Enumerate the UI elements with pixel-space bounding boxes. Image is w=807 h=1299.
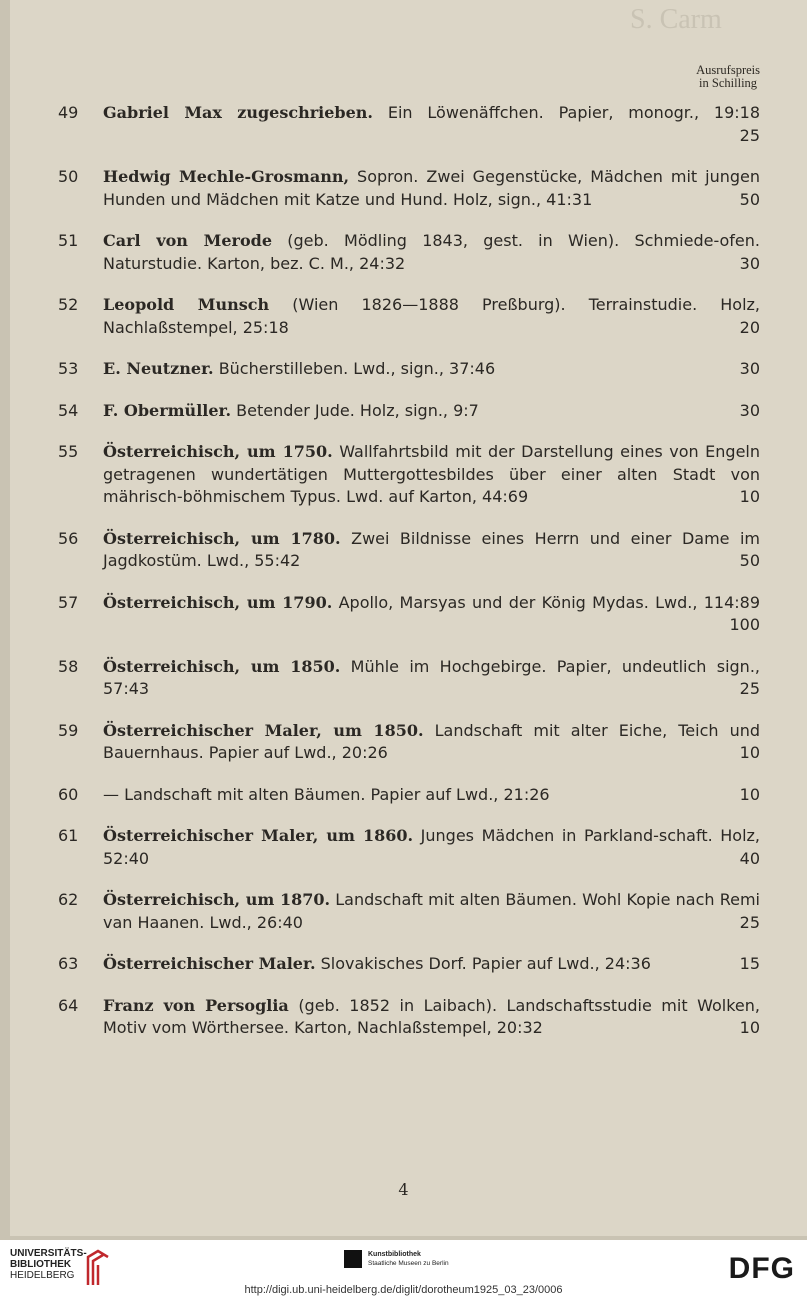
lot-artist: Hedwig Mechle-Grosmann, <box>103 167 350 186</box>
lot-entry <box>0 953 807 976</box>
lot-description: Landschaft mit alter Eiche, Teich und Bauernhaus. Papier auf Lwd., 20:26 <box>103 720 761 762</box>
ditto-dash: — <box>103 784 119 804</box>
lot-number: 50 <box>58 167 79 186</box>
lot-artist: Österreichisch, um 1850. <box>103 656 341 676</box>
lot-price: 10 <box>739 1018 760 1037</box>
lot-entry <box>0 166 807 211</box>
lot-artist: Franz von Persoglia <box>103 995 289 1015</box>
lot-number: 51 <box>58 231 79 250</box>
lot-number: 57 <box>58 592 79 612</box>
price-heading-line2: in Schilling <box>699 76 758 90</box>
footer-bar <box>0 1240 807 1299</box>
university-library-logo[interactable] <box>10 1248 87 1281</box>
lot-list <box>0 102 807 1059</box>
lot-entry <box>0 400 807 423</box>
lot-description: Betender Jude. Holz, sign., 9:7 <box>236 400 479 420</box>
lot-price: 50 <box>739 551 760 570</box>
lot-price: 10 <box>739 784 760 804</box>
lot-price: 30 <box>739 359 760 378</box>
lot-number: 62 <box>58 890 79 909</box>
lot-description: Landschaft mit alten Bäumen. Wohl Kopie nach Remi van Haanen. Lwd., 26:40 <box>103 890 760 932</box>
lot-number: 61 <box>58 826 79 845</box>
lot-artist: Österreichisch, um 1750. <box>103 442 333 461</box>
lot-description: Ein Löwenäffchen. Papier, monogr., 19:18 <box>387 103 761 122</box>
permalink-url[interactable]: http://digi.ub.uni-heidelberg.de/diglit/dorotheum1925_03_23/0006 <box>244 1284 563 1296</box>
lot-entry <box>0 528 807 573</box>
page-number: 4 <box>398 1180 409 1199</box>
lot-description: Sopron. Zwei Gegenstücke, Mädchen mit jungen Hunden und Mädchen mit Katze und Hund. Holz, sign., 41:31 <box>103 167 761 209</box>
lot-price: 50 <box>739 189 760 209</box>
lot-description: Apollo, Marsyas und der König Mydas. Lwd., 114:89 <box>338 592 761 612</box>
lot-price: 25 <box>739 679 760 698</box>
lot-entry <box>0 592 807 637</box>
price-heading-line1: Ausrufspreis <box>696 63 760 77</box>
lot-artist: Österreichischer Maler. <box>103 954 316 973</box>
kb-name: Kunstbibliothek <box>368 1251 421 1258</box>
lot-artist: Österreichischer Maler, um 1860. <box>103 826 414 845</box>
lot-description: Slovakisches Dorf. Papier auf Lwd., 24:36 <box>320 954 651 973</box>
lot-number: 52 <box>58 295 79 314</box>
lot-artist: Österreichisch, um 1790. <box>103 592 333 612</box>
lot-artist: Gabriel Max zugeschrieben. <box>103 103 374 122</box>
lot-price: 30 <box>739 400 760 420</box>
lot-number: 60 <box>58 784 79 804</box>
lot-number: 53 <box>58 359 79 378</box>
lot-number: 56 <box>58 528 79 548</box>
lot-price: 30 <box>739 253 760 273</box>
lot-price: 20 <box>739 317 760 337</box>
lot-entry <box>0 230 807 275</box>
lot-artist: Österreichisch, um 1870. <box>103 890 331 909</box>
lot-description: (geb. Mödling 1843, gest. in Wien). Schmiede-ofen. Naturstudie. Karton, bez. C. M., 24:32 <box>103 231 760 273</box>
kunstbibliothek-logo[interactable] <box>344 1250 449 1268</box>
lot-price: 25 <box>739 912 760 932</box>
price-column-heading <box>696 64 760 90</box>
lot-number: 59 <box>58 720 79 740</box>
lot-description: Zwei Bildnisse eines Herrn und einer Dame im Jagdkostüm. Lwd., 55:42 <box>103 528 760 570</box>
lot-price: 10 <box>739 743 760 762</box>
lot-entry <box>0 720 807 765</box>
bleed-through-header: S. Carm <box>630 4 722 35</box>
uni-logo-line3: HEIDELBERG <box>10 1270 75 1281</box>
lot-price: 15 <box>739 954 760 973</box>
lot-number: 64 <box>58 995 79 1015</box>
lot-entry <box>0 995 807 1040</box>
lot-description: (geb. 1852 in Laibach). Landschaftsstudie mit Wolken, Motiv vom Wörthersee. Karton, Nachlaßstempel, 20:32 <box>103 995 760 1037</box>
lot-number: 58 <box>58 656 79 676</box>
lot-artist: Österreichisch, um 1780. <box>103 528 341 548</box>
lot-description: Landschaft mit alten Bäumen. Papier auf Lwd., 21:26 <box>124 784 550 804</box>
lot-entry <box>0 825 807 870</box>
lot-artist: F. Obermüller. <box>103 400 232 420</box>
lot-entry <box>0 358 807 381</box>
lot-description: (Wien 1826—1888 Preßburg). Terrainstudie. Holz, Nachlaßstempel, 25:18 <box>103 295 760 337</box>
lot-artist: Österreichischer Maler, um 1850. <box>103 720 424 740</box>
lot-entry <box>0 889 807 934</box>
uni-logo-line2: BIBLIOTHEK <box>10 1259 72 1270</box>
kunstbibliothek-square-icon <box>344 1250 362 1268</box>
lot-artist: Carl von Merode <box>103 231 273 250</box>
lot-number: 63 <box>58 954 79 973</box>
lot-entry <box>0 656 807 701</box>
lot-entry <box>0 102 807 147</box>
university-mark-icon <box>84 1247 112 1287</box>
lot-price: 10 <box>739 487 760 506</box>
lot-number: 54 <box>58 400 79 420</box>
lot-entry <box>0 294 807 339</box>
lot-description: Bücherstilleben. Lwd., sign., 37:46 <box>218 359 496 378</box>
lot-price: 40 <box>739 848 760 868</box>
lot-artist: E. Neutzner. <box>103 359 214 378</box>
dfg-logo[interactable]: DFG <box>728 1252 795 1285</box>
uni-logo-line1: UNIVERSITÄTS- <box>10 1248 87 1259</box>
lot-price: 100 <box>729 615 760 634</box>
lot-artist: Leopold Munsch <box>103 295 270 314</box>
lot-entry <box>0 441 807 509</box>
lot-entry <box>0 784 807 807</box>
kb-subtitle: Staatliche Museen zu Berlin <box>368 1260 449 1267</box>
lot-number: 49 <box>58 103 79 122</box>
lot-price: 25 <box>739 125 760 145</box>
lot-description: Mühle im Hochgebirge. Papier, undeutlich sign., 57:43 <box>103 656 760 698</box>
lot-description: Junges Mädchen in Parkland-schaft. Holz, 52:40 <box>103 826 761 868</box>
lot-description: Wallfahrtsbild mit der Darstellung eines von Engeln getragenen wundertätigen Muttergottesbildes über einer alten Stadt von mährisch-böhmischem Typus. Lwd. auf Karton, 44:69 <box>103 442 761 506</box>
lot-number: 55 <box>58 442 79 461</box>
